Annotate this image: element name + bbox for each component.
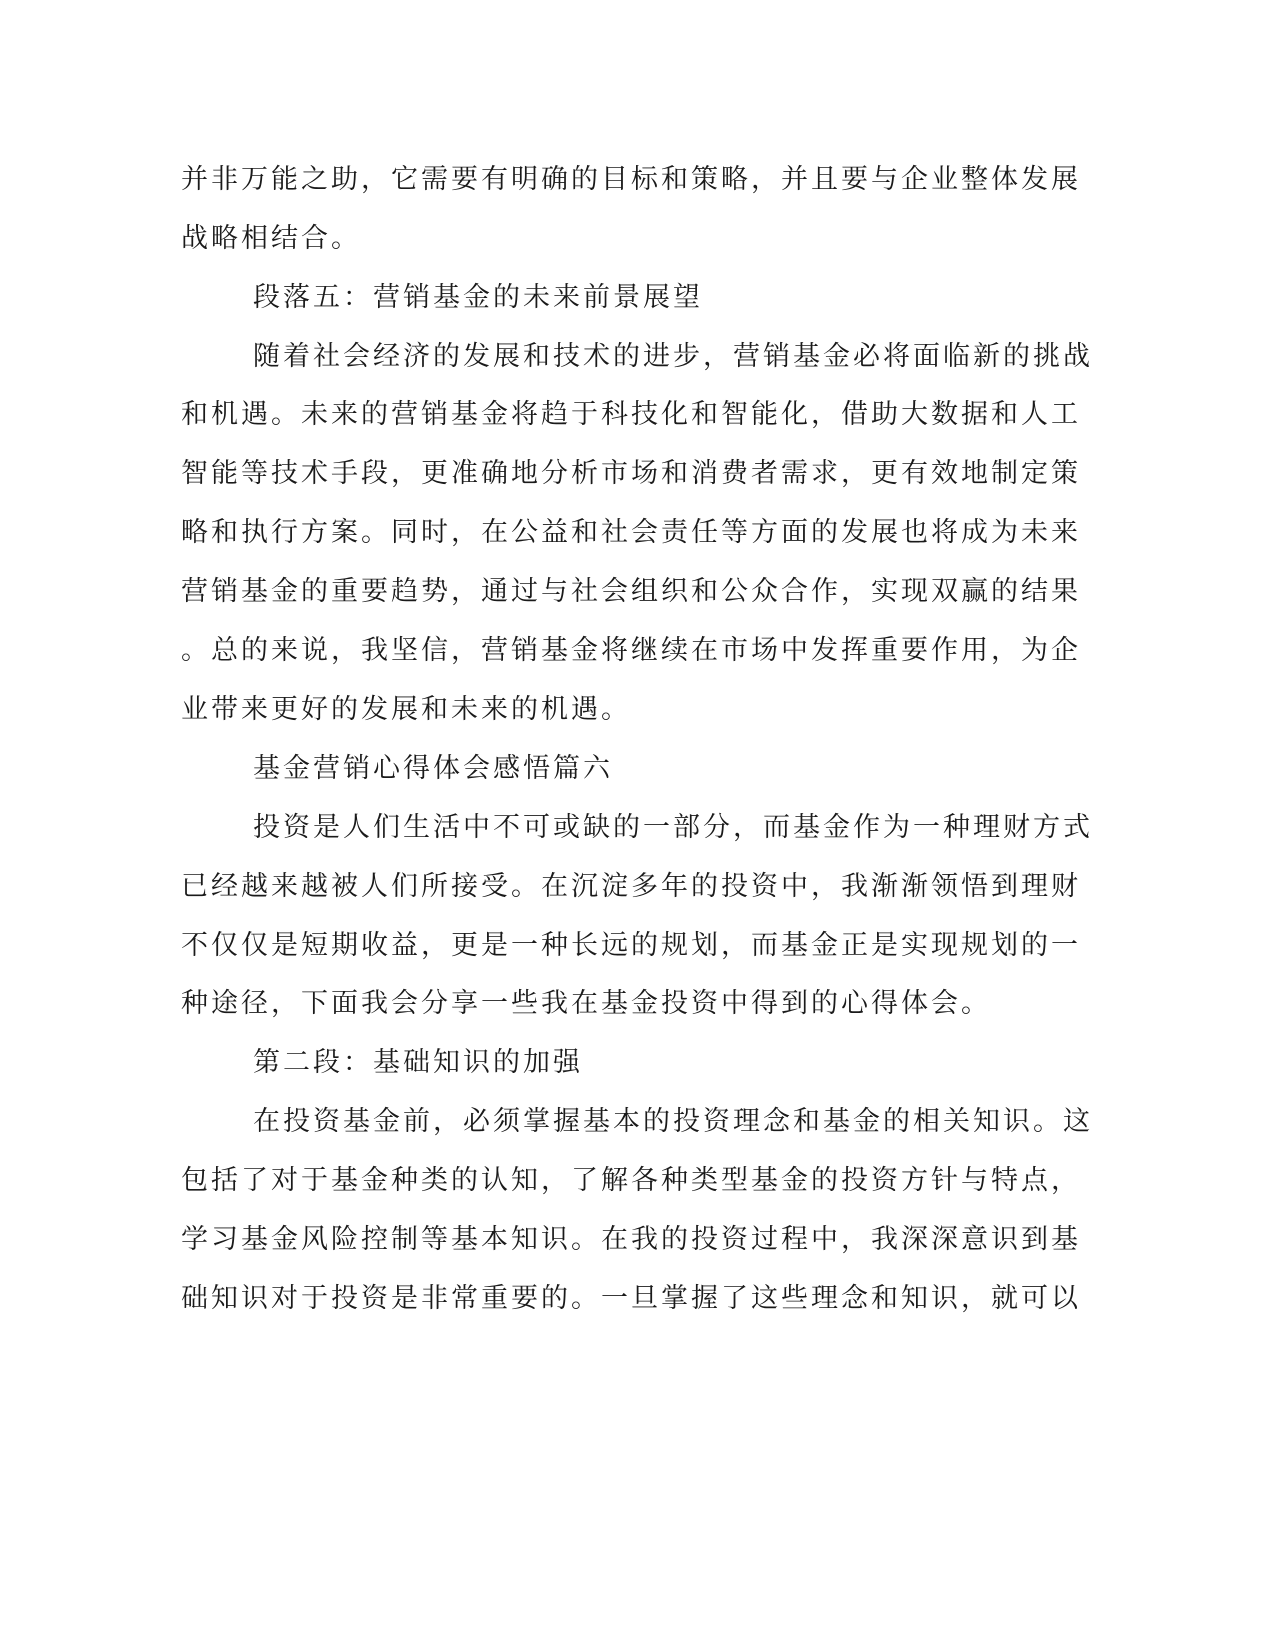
text-line: 随着社会经济的发展和技术的进步，营销基金必将面临新的挑战 [253, 341, 1093, 372]
text-line: 战略相结合。 [181, 223, 361, 254]
text-line: 包括了对于基金种类的认知，了解各种类型基金的投资方针与特点， [181, 1165, 1081, 1196]
text-line: 业带来更好的发展和未来的机遇。 [181, 694, 631, 725]
text-line: 不仅仅是短期收益，更是一种长远的规划，而基金正是实现规划的一 [181, 930, 1081, 961]
text-line: 学习基金风险控制等基本知识。在我的投资过程中，我深深意识到基 [181, 1224, 1081, 1255]
text-line: 和机遇。未来的营销基金将趋于科技化和智能化，借助大数据和人工 [181, 399, 1081, 430]
text-line: 投资是人们生活中不可或缺的一部分，而基金作为一种理财方式 [253, 812, 1093, 843]
section-heading: 第二段：基础知识的加强 [253, 1047, 583, 1078]
text-line: 种途径，下面我会分享一些我在基金投资中得到的心得体会。 [181, 988, 991, 1019]
text-line: 础知识对于投资是非常重要的。一旦掌握了这些理念和知识，就可以 [181, 1283, 1081, 1314]
text-line: 智能等技术手段，更准确地分析市场和消费者需求，更有效地制定策 [181, 458, 1081, 489]
text-line: 已经越来越被人们所接受。在沉淀多年的投资中，我渐渐领悟到理财 [181, 871, 1081, 902]
text-line: 。总的来说，我坚信，营销基金将继续在市场中发挥重要作用，为企 [181, 635, 1081, 666]
section-heading: 段落五：营销基金的未来前景展望 [253, 282, 703, 313]
text-line: 营销基金的重要趋势，通过与社会组织和公众合作，实现双赢的结果 [181, 576, 1081, 607]
text-line: 在投资基金前，必须掌握基本的投资理念和基金的相关知识。这 [253, 1106, 1093, 1137]
section-heading: 基金营销心得体会感悟篇六 [253, 753, 613, 784]
text-line: 略和执行方案。同时，在公益和社会责任等方面的发展也将成为未来 [181, 517, 1081, 548]
text-line: 并非万能之助，它需要有明确的目标和策略，并且要与企业整体发展 [181, 164, 1081, 195]
